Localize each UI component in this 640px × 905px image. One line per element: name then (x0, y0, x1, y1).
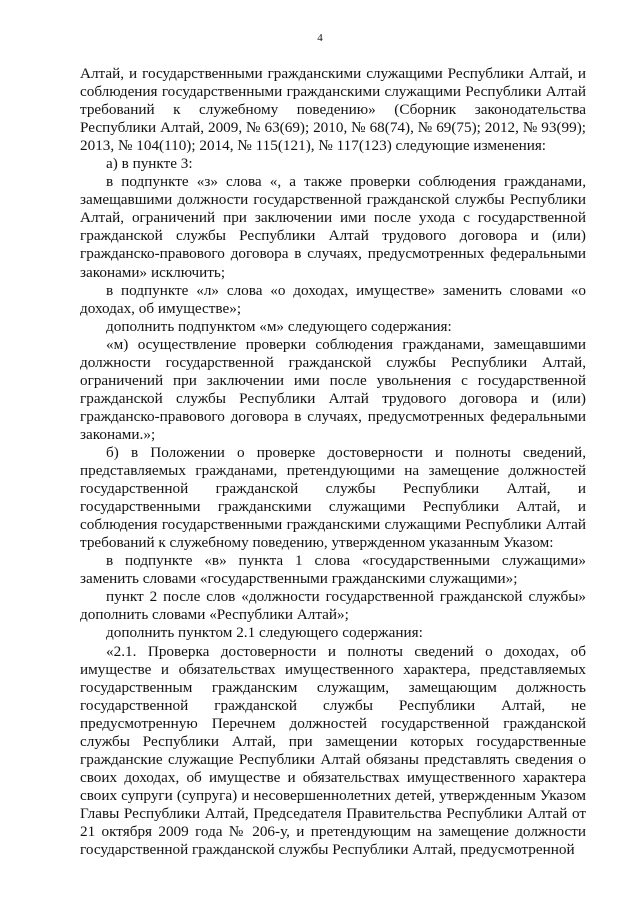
paragraph: пункт 2 после слов «должности государственной гражданской службы» дополнить словами «Республики Алтай»; (80, 588, 586, 624)
paragraph: в подпункте «л» слова «о доходах, имуществе» заменить словами «о доходах, об имуществе»; (80, 281, 586, 317)
paragraph: в подпункте «в» пункта 1 слова «государственными служащими» заменить словами «государственными гражданскими служащими»; (80, 552, 586, 588)
document-body (80, 65, 586, 859)
paragraph: «2.1. Проверка достоверности и полноты сведений о доходах, об имуществе и обязательствах имущественного характера, представляемых государственным гражданским служащим, замещающим должность государственной гражданской службы Республики Алтай, не предусмотренную Перечнем должностей государственной гражданской службы Республики Алтай, при замещении которых государственные гражданские служащие Республики Алтай обязаны представлять сведения о своих доходах, об имуществе и обязательствах имущественного характера своих супруги (супруга) и несовершеннолетних детей, утвержденным Указом Главы Республики Алтай, Председателя Правительства Республики Алтай от 21 октября 2009 года № 206-у, и претендующим на замещение должности государственной гражданской службы Республики Алтай, предусмотренной (80, 642, 586, 859)
paragraph: Алтай, и государственными гражданскими служащими Республики Алтай, и соблюдения государственными гражданскими служащими Республики Алтай требований к служебному поведению» (Сборник законодательства Республики Алтай, 2009, № 63(69); 2010, № 68(74), № 69(75); 2012, № 93(99); 2013, № 104(110); 2014, № 115(121), № 117(123) следующие изменения: (80, 65, 586, 155)
paragraph: в подпункте «з» слова «, а также проверки соблюдения гражданами, замещавшими должности государственной гражданской службы Республики Алтай, ограничений при заключении ими после ухода с государственной гражданской службы Республики Алтай трудового договора и (или) гражданско-правового договора в случаях, предусмотренных федеральными законами» исключить; (80, 173, 586, 281)
page-number: 4 (317, 32, 323, 44)
paragraph: дополнить подпунктом «м» следующего содержания: (106, 317, 452, 335)
paragraph: дополнить пунктом 2.1 следующего содержания: (106, 624, 423, 642)
paragraph: б) в Положении о проверке достоверности и полноты сведений, представляемых гражданами, претендующими на замещение должностей государственной гражданской службы Республики Алтай, и государственными гражданскими служащими Республики Алтай, и соблюдения государственными гражданскими служащими Республики Алтай требований к служебному поведению, утвержденном указанным Указом: (80, 443, 586, 552)
paragraph: «м) осуществление проверки соблюдения гражданами, замещавшими должности государственной гражданской службы Республики Алтай, ограничений при заключении ими после увольнения с государственной гражданской службы Республики Алтай трудового договора и (или) гражданско-правового договора в случаях, предусмотренных федеральными законами.»; (80, 335, 586, 443)
paragraph: а) в пункте 3: (106, 155, 193, 173)
